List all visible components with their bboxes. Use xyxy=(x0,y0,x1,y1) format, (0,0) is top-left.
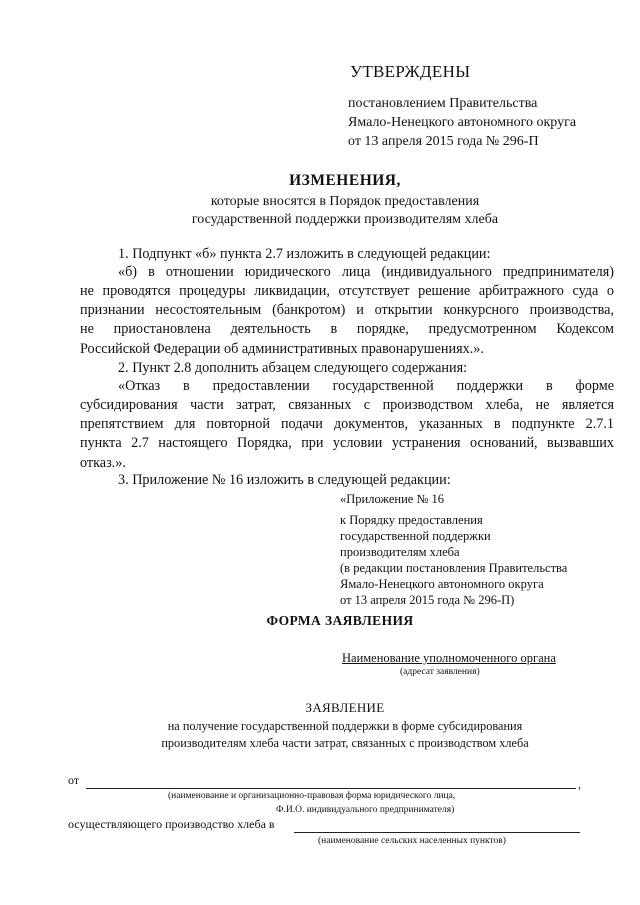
appendix-line-6: от 13 апреля 2015 года № 296-П) xyxy=(340,593,515,607)
approved-line-1: постановлением Правительства xyxy=(348,96,538,111)
from-caption-2: Ф.И.О. индивидуального предпринимателя) xyxy=(276,805,455,815)
appendix-line-5: Ямало-Ненецкого автономного округа xyxy=(340,577,544,591)
approved-line-2: Ямало-Ненецкого автономного округа xyxy=(348,115,577,130)
form-title: ФОРМА ЗАЯВЛЕНИЯ xyxy=(266,613,414,628)
item-1-line-4: не приостановлена деятельность в порядке, предусмотренном Кодексом xyxy=(80,321,614,337)
item-2-line-5: отказ.». xyxy=(80,455,126,471)
production-line xyxy=(294,832,580,833)
appendix-line-3: производителям хлеба xyxy=(340,545,460,559)
statement-title: ЗАЯВЛЕНИЕ xyxy=(305,700,385,715)
from-line xyxy=(86,788,576,789)
from-label: от xyxy=(68,773,80,787)
appendix-line-4: (в редакции постановления Правительства xyxy=(340,561,568,575)
authority-name: Наименование уполномоченного органа xyxy=(342,651,556,665)
changes-title: ИЗМЕНЕНИЯ, xyxy=(289,172,401,189)
item-1-line-3: признании несостоятельным (банкротом) и открытии конкурсного производства, xyxy=(80,302,614,318)
from-caption-1: (наименование и организационно-правовая форма юридического лица, xyxy=(168,791,456,801)
item-1-intro: 1. Подпункт «б» пункта 2.7 изложить в следующей редакции: xyxy=(118,246,491,262)
item-2-line-3: препятствием для повторной подачи документов, указанных в подпункте 2.7.1 xyxy=(80,416,614,432)
item-2-line-4: пункта 2.7 настоящего Порядка, при условии устранения оснований, вызвавших xyxy=(80,435,614,451)
item-2-line-1: «Отказ в предоставлении государственной поддержки в форме xyxy=(118,378,614,394)
authority-caption: (адресат заявления) xyxy=(400,667,480,677)
item-1-line-5: Российской Федерации об административных правонарушениях.». xyxy=(80,341,484,357)
from-comma: , xyxy=(578,777,581,791)
appendix-line-2: государственной поддержки xyxy=(340,529,491,543)
statement-subtitle-1: на получение государственной поддержки в форме субсидирования xyxy=(167,719,523,733)
production-label: осуществляющего производство хлеба в xyxy=(68,817,275,831)
appendix-title: «Приложение № 16 xyxy=(340,492,445,506)
approved-line-3: от 13 апреля 2015 года № 296-П xyxy=(348,134,539,149)
approved-heading: УТВЕРЖДЕНЫ xyxy=(350,62,471,81)
appendix-line-1: к Порядку предоставления xyxy=(340,513,483,527)
production-caption: (наименование сельских населенных пунктов) xyxy=(318,836,506,846)
item-1-line-1: «б) в отношении юридического лица (индивидуального предпринимателя) xyxy=(118,264,614,280)
item-2-line-2: субсидирования части затрат, связанных с производством хлеба, не является xyxy=(80,397,614,413)
changes-subtitle-2: государственной поддержки производителям хлеба xyxy=(191,212,499,227)
item-2-intro: 2. Пункт 2.8 дополнить абзацем следующего содержания: xyxy=(118,360,468,376)
item-3-intro: 3. Приложение № 16 изложить в следующей редакции: xyxy=(118,472,451,488)
item-1-line-2: не проводятся процедуры ликвидации, отсутствует решение арбитражного суда о xyxy=(80,283,614,299)
changes-subtitle-1: которые вносятся в Порядок предоставления xyxy=(210,194,480,209)
statement-subtitle-2: производителям хлеба части затрат, связанных с производством хлеба xyxy=(161,736,529,750)
